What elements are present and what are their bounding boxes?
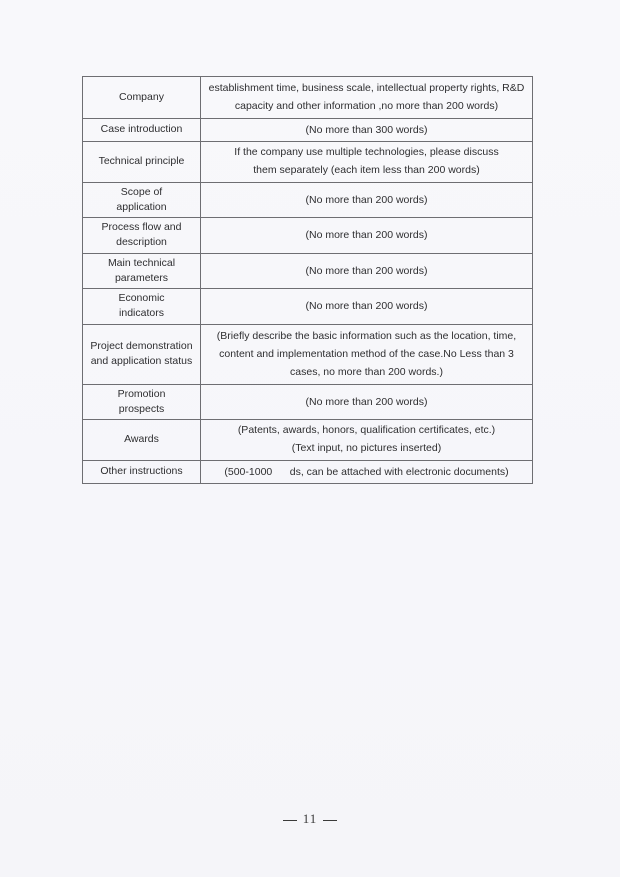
row-label-technical-principle: Technical principle: [83, 142, 201, 183]
table-row: [83, 77, 533, 119]
row-content-economic-indicators: (No more than 200 words): [201, 289, 533, 324]
row-label-promotion-prospects: Promotion prospects: [83, 384, 201, 419]
row-label-project-demonstration: Project demonstration and application status: [83, 324, 201, 384]
awards-line-1: (Patents, awards, honors, qualification certificates, etc.): [237, 424, 496, 437]
row-content-promotion-prospects: (No more than 200 words): [201, 384, 533, 419]
row-label-main-technical-parameters: Main technical parameters: [83, 253, 201, 288]
page-number: 11: [302, 811, 318, 826]
table-row: [83, 324, 533, 384]
row-label-awards: Awards: [83, 420, 201, 461]
table-row: [83, 384, 533, 419]
table-row: [83, 460, 533, 483]
table-row: [83, 118, 533, 141]
row-content-company: establishment time, business scale, intellectual property rights, R&D capacity and other information ,no more than 200 words): [201, 77, 533, 119]
row-content-main-technical-parameters: (No more than 200 words): [201, 253, 533, 288]
awards-line-2: (Text input, no pictures inserted): [291, 441, 442, 454]
row-content-awards: [201, 420, 533, 461]
row-content-process-flow: (No more than 200 words): [201, 218, 533, 253]
row-content-scope-of-application: (No more than 200 words): [201, 182, 533, 217]
dash-left: [283, 820, 297, 821]
case-information-table: [82, 76, 533, 484]
row-label-process-flow: Process flow and description: [83, 218, 201, 253]
row-content-case-introduction: (No more than 300 words): [201, 118, 533, 141]
table-row: [83, 289, 533, 324]
row-label-scope-of-application: Scope of application: [83, 182, 201, 217]
row-content-project-demonstration: (Briefly describe the basic information such as the location, time, content and implementation method of the case.No Less than 3 cases, no more than 200 words.): [201, 324, 533, 384]
row-label-other-instructions: Other instructions: [83, 460, 201, 483]
dash-right: [323, 820, 337, 821]
page-footer: [0, 811, 620, 827]
row-label-case-introduction: Case introduction: [83, 118, 201, 141]
table-row: [83, 182, 533, 217]
row-content-technical-principle: If the company use multiple technologies, please discuss them separately (each item less than 200 words): [201, 142, 533, 183]
row-label-economic-indicators: Economic indicators: [83, 289, 201, 324]
table-row: [83, 253, 533, 288]
table-row: [83, 142, 533, 183]
table-row: [83, 420, 533, 461]
row-content-other-instructions: (500-1000 ds, can be attached with electronic documents): [201, 460, 533, 483]
row-label-company: Company: [83, 77, 201, 119]
table-row: [83, 218, 533, 253]
